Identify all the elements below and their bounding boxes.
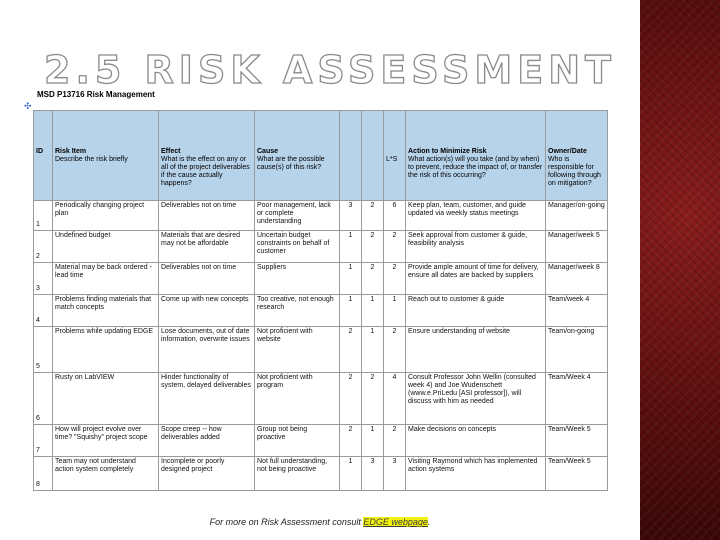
- row-effect: Scope creep -- how deliverables added: [159, 425, 255, 457]
- footer-note: [0, 517, 640, 527]
- row-risk-item: Team may not understand action system completely: [53, 457, 159, 491]
- table-row: [34, 425, 608, 457]
- header-action: Action to Minimize Risk What action(s) will you take (and by when) to prevent, reduce the impact of, or transfer the risk of this occurring?: [406, 111, 546, 201]
- header-cause: Cause What are the possible cause(s) of this risk?: [255, 111, 340, 201]
- row-likelihood: 3: [340, 201, 362, 231]
- row-risk-item: Problems finding materials that match concepts: [53, 295, 159, 327]
- edge-webpage-link[interactable]: EDGE webpage: [363, 517, 428, 527]
- row-risk-item: Undefined budget: [53, 231, 159, 263]
- row-severity: 2: [362, 201, 384, 231]
- row-effect: Come up with new concepts: [159, 295, 255, 327]
- row-importance: 2: [384, 231, 406, 263]
- row-effect: Deliverables not on time: [159, 263, 255, 295]
- row-owner: Manager/on-going: [546, 201, 608, 231]
- row-id: 7: [34, 425, 53, 457]
- table-header-row: [34, 111, 608, 201]
- sheet-title: MSD P13716 Risk Management: [37, 90, 155, 99]
- row-action: Visiting Raymond which has implemented action systems: [406, 457, 546, 491]
- row-risk-item: Material may be back ordered - lead time: [53, 263, 159, 295]
- row-id: 3: [34, 263, 53, 295]
- row-effect: Lose documents, out of date information, overwrite issues: [159, 327, 255, 373]
- row-severity: 3: [362, 457, 384, 491]
- row-cause: Not proficient with website: [255, 327, 340, 373]
- table-row: [34, 201, 608, 231]
- header-id: ID: [34, 111, 53, 201]
- header-likelihood: [340, 111, 362, 201]
- row-likelihood: 2: [340, 373, 362, 425]
- row-owner: Manager/week 8: [546, 263, 608, 295]
- row-severity: 2: [362, 231, 384, 263]
- row-importance: 2: [384, 263, 406, 295]
- footer-suffix: .: [427, 517, 431, 527]
- row-owner: Team/Week 5: [546, 425, 608, 457]
- decorative-side-bar: [640, 0, 720, 540]
- row-effect: Materials that are desired may not be affordable: [159, 231, 255, 263]
- table-row: [34, 457, 608, 491]
- row-owner: Team/Week 5: [546, 457, 608, 491]
- row-likelihood: 1: [340, 457, 362, 491]
- row-action: Keep plan, team, customer, and guide updated via weekly status meetings: [406, 201, 546, 231]
- row-owner: Team/Week 4: [546, 373, 608, 425]
- row-cause: Uncertain budget constraints on behalf of customer: [255, 231, 340, 263]
- row-id: 5: [34, 327, 53, 373]
- header-owner: Owner/Date Who is responsible for following through on mitigation?: [546, 111, 608, 201]
- row-importance: 2: [384, 425, 406, 457]
- footer-prefix: For more on Risk Assessment consult: [209, 517, 364, 527]
- row-id: 1: [34, 201, 53, 231]
- row-cause: Suppliers: [255, 263, 340, 295]
- row-likelihood: 2: [340, 425, 362, 457]
- row-likelihood: 1: [340, 295, 362, 327]
- row-action: Make decisions on concepts: [406, 425, 546, 457]
- row-action: Seek approval from customer & guide, feasibility analysis: [406, 231, 546, 263]
- row-importance: 3: [384, 457, 406, 491]
- side-bar-texture: [640, 0, 720, 540]
- row-likelihood: 2: [340, 327, 362, 373]
- row-risk-item: Problems while updating EDGE: [53, 327, 159, 373]
- table-row: [34, 231, 608, 263]
- row-importance: 4: [384, 373, 406, 425]
- row-severity: 1: [362, 425, 384, 457]
- row-importance: 6: [384, 201, 406, 231]
- row-risk-item: Periodically changing project plan: [53, 201, 159, 231]
- row-cause: Not proficient with program: [255, 373, 340, 425]
- header-importance: L*S: [384, 111, 406, 201]
- anchor-pin-icon: ✣: [24, 101, 32, 111]
- row-owner: Team/on-going: [546, 327, 608, 373]
- row-cause: Poor management, lack or complete understanding: [255, 201, 340, 231]
- risk-table: [33, 110, 608, 491]
- row-action: Consult Professor John Wellin (consulted week 4) and Joe Wudenschett (www.e.PriLedu [ASI professor]), will discuss with him as needed: [406, 373, 546, 425]
- table-row: [34, 327, 608, 373]
- row-risk-item: How will project evolve over time? "Squishy" project scope: [53, 425, 159, 457]
- row-id: 4: [34, 295, 53, 327]
- row-risk-item: Rusty on LabVIEW: [53, 373, 159, 425]
- table-row: [34, 373, 608, 425]
- row-severity: 1: [362, 295, 384, 327]
- row-action: Reach out to customer & guide: [406, 295, 546, 327]
- row-likelihood: 1: [340, 263, 362, 295]
- row-effect: Incomplete or poorly designed project: [159, 457, 255, 491]
- table-row: [34, 263, 608, 295]
- row-owner: Manager/week 5: [546, 231, 608, 263]
- row-owner: Team/week 4: [546, 295, 608, 327]
- row-likelihood: 1: [340, 231, 362, 263]
- row-effect: Hinder functionality of system, delayed deliverables: [159, 373, 255, 425]
- row-severity: 1: [362, 327, 384, 373]
- page-title: 2.5 RISK ASSESSMENT: [44, 48, 616, 92]
- header-severity: [362, 111, 384, 201]
- row-severity: 2: [362, 373, 384, 425]
- row-effect: Deliverables not on time: [159, 201, 255, 231]
- row-importance: 2: [384, 327, 406, 373]
- row-cause: Not full understanding, not being proactive: [255, 457, 340, 491]
- row-importance: 1: [384, 295, 406, 327]
- row-cause: Too creative, not enough research: [255, 295, 340, 327]
- header-effect: Effect What is the effect on any or all of the project deliverables if the cause actually happens?: [159, 111, 255, 201]
- row-cause: Group not being proactive: [255, 425, 340, 457]
- row-id: 6: [34, 373, 53, 425]
- row-id: 8: [34, 457, 53, 491]
- row-severity: 2: [362, 263, 384, 295]
- row-action: Provide ample amount of time for delivery, ensure all dates are backed by suppliers: [406, 263, 546, 295]
- table-row: [34, 295, 608, 327]
- row-action: Ensure understanding of website: [406, 327, 546, 373]
- row-id: 2: [34, 231, 53, 263]
- header-risk-item: Risk Item Describe the risk briefly: [53, 111, 159, 201]
